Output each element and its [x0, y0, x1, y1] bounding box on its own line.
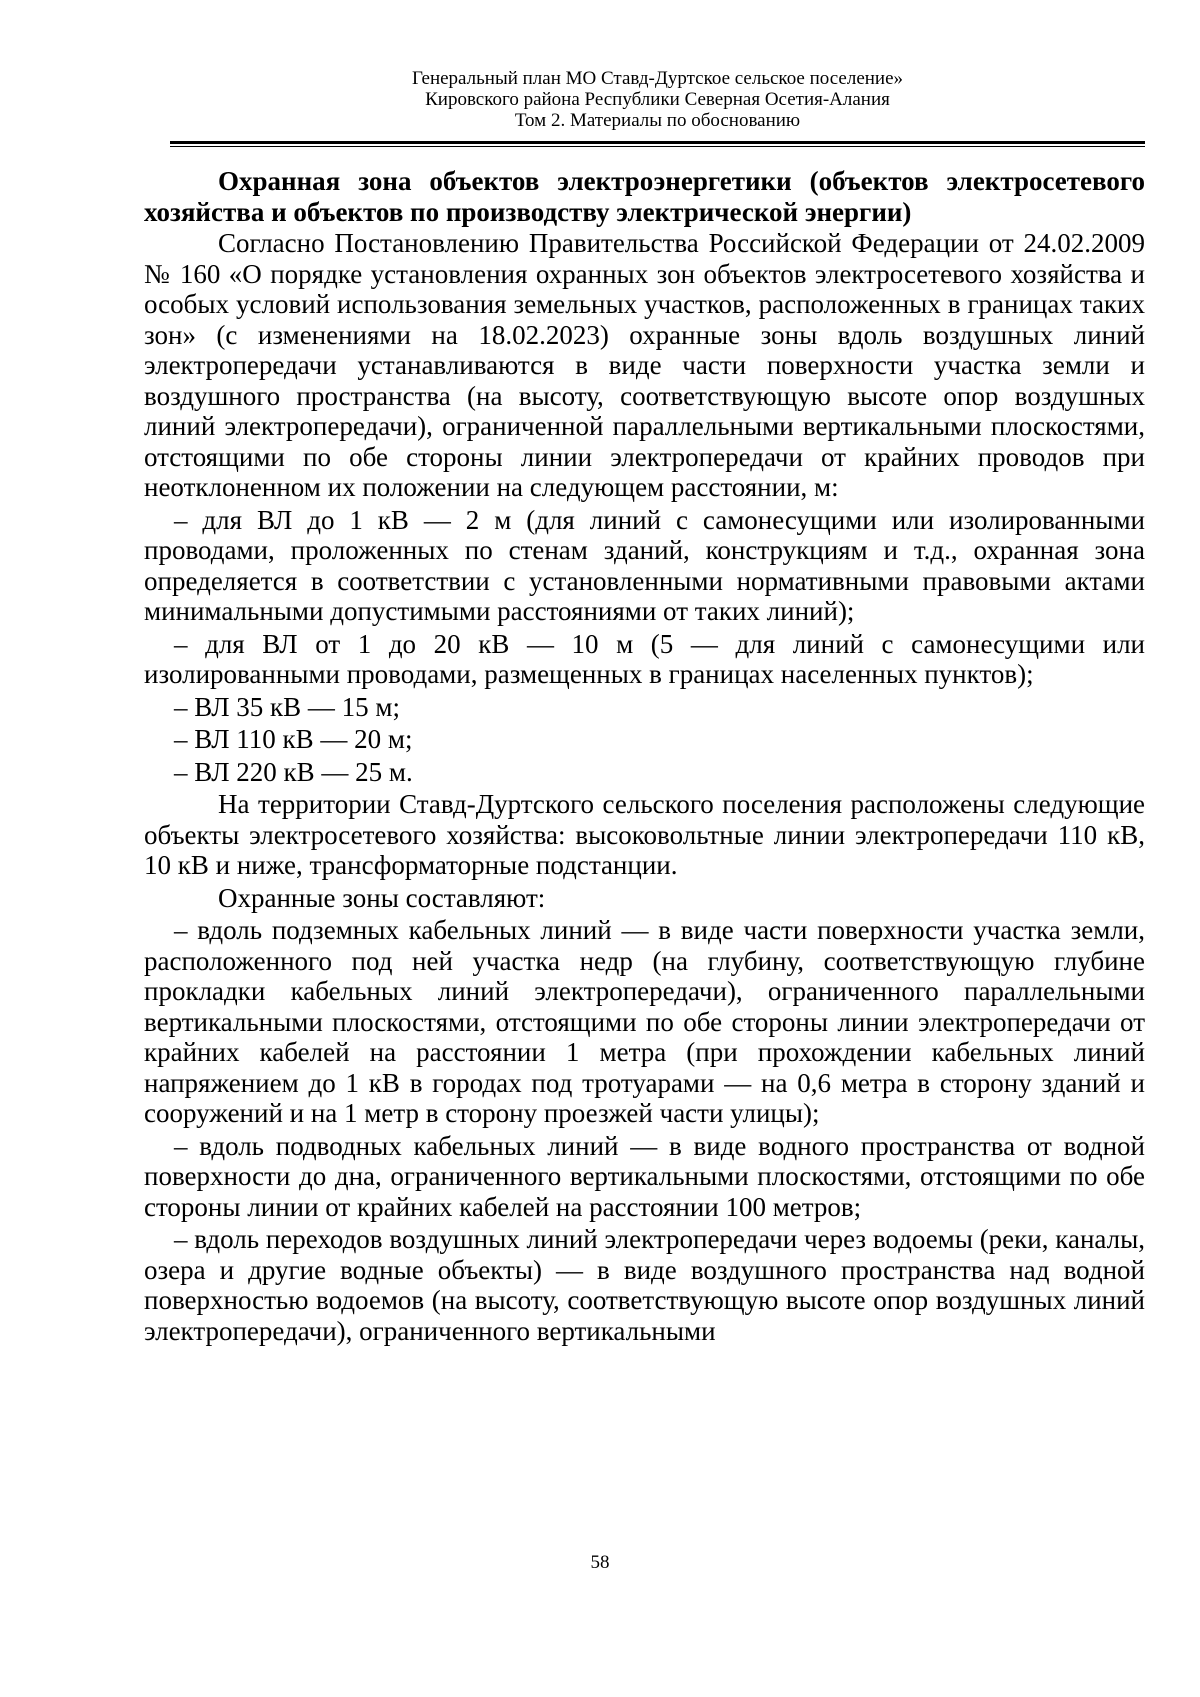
zone-item: – вдоль подводных кабельных линий — в виде водного пространства от водной поверхности до дна, ограниченного вертикальными плоскостями, отстоящими по обе стороны линии от крайних кабелей на расстоянии 100 метров;: [144, 1130, 1145, 1222]
header-rule-thin: [170, 146, 1145, 147]
zones-intro: Охранные зоны составляют:: [218, 882, 546, 913]
zone-item: – вдоль подземных кабельных линий — в виде части поверхности участка земли, расположенного под ней участка недр (на глубину, соответствующую глубине прокладки кабельных линий электропередачи), ограниченного параллельными вертикальными плоскостями, отстоящими по обе стороны линии электропередачи от крайних кабелей на расстоянии 1 метра (при прохождении кабельных линий напряжением до 1 кВ в городах под тротуарами — на 0,6 метра в сторону зданий и сооружений и на 1 метр в сторону проезжей части улицы);: [144, 915, 1145, 1128]
zone-item: – вдоль переходов воздушных линий электропередачи через водоемы (реки, каналы, озера и другие водные объекты) — в виде воздушного пространства над водной поверхностью водоемов (на высоту, соответствующую высоте опор воздушных линий электропередачи), ограниченного вертикальными: [144, 1224, 1145, 1346]
distance-item: – для ВЛ до 1 кВ — 2 м (для линий с самонесущими или изолированными проводами, проложенных по стенам зданий, конструкциям и т.д., охранная зона определяется в соответствии с установленными нормативными правовыми актами минимальными допустимыми расстояниями от таких линий);: [144, 504, 1145, 626]
distance-item: – для ВЛ от 1 до 20 кВ — 10 м (5 — для линий с самонесущими или изолированными проводами, размещенных в границах населенных пунктов);: [144, 628, 1145, 689]
header-rule-thick: [170, 141, 1145, 144]
intro-paragraph: Согласно Постановлению Правительства Российской Федерации от 24.02.2009 № 160 «О порядке установления охранных зон объектов электросетевого хозяйства и особых условий использования земельных участков, расположенных в границах таких зон» (с изменениями на 18.02.2023) охранные зоны вдоль воздушных линий электропередачи устанавливаются в виде части поверхности участка земли и воздушного пространства (на высоту, соответствующую высоте опор воздушных линий электропередачи), ограниченной параллельными вертикальными плоскостями, отстоящими по обе стороны линии электропередачи от крайних проводов при неотклоненном их положении на следующем расстоянии, м:: [144, 228, 1145, 502]
distance-item: – ВЛ 35 кВ — 15 м;: [174, 691, 401, 722]
territory-paragraph: На территории Ставд-Дуртского сельского поселения расположены следующие объекты электросетевого хозяйства: высоковольтные линии электропередачи 110 кВ, 10 кВ и ниже, трансформаторные подстанции.: [144, 789, 1145, 880]
section-heading: Охранная зона объектов электроэнергетики (объектов электросетевого хозяйства и объектов по производству электрической энергии): [144, 166, 1145, 227]
body-text: [144, 166, 1145, 1346]
running-header: [170, 68, 1145, 131]
page-number: 58: [590, 1552, 610, 1573]
distance-item: – ВЛ 220 кВ — 25 м.: [174, 756, 413, 787]
distance-item: – ВЛ 110 кВ — 20 м;: [174, 724, 413, 754]
header-line-2: Кировского района Республики Северная Осетия-Алания: [425, 89, 890, 110]
header-line-3: Том 2. Материалы по обоснованию: [514, 110, 801, 131]
header-line-1: Генеральный план МО Ставд-Дуртское сельское поселение»: [411, 68, 904, 89]
